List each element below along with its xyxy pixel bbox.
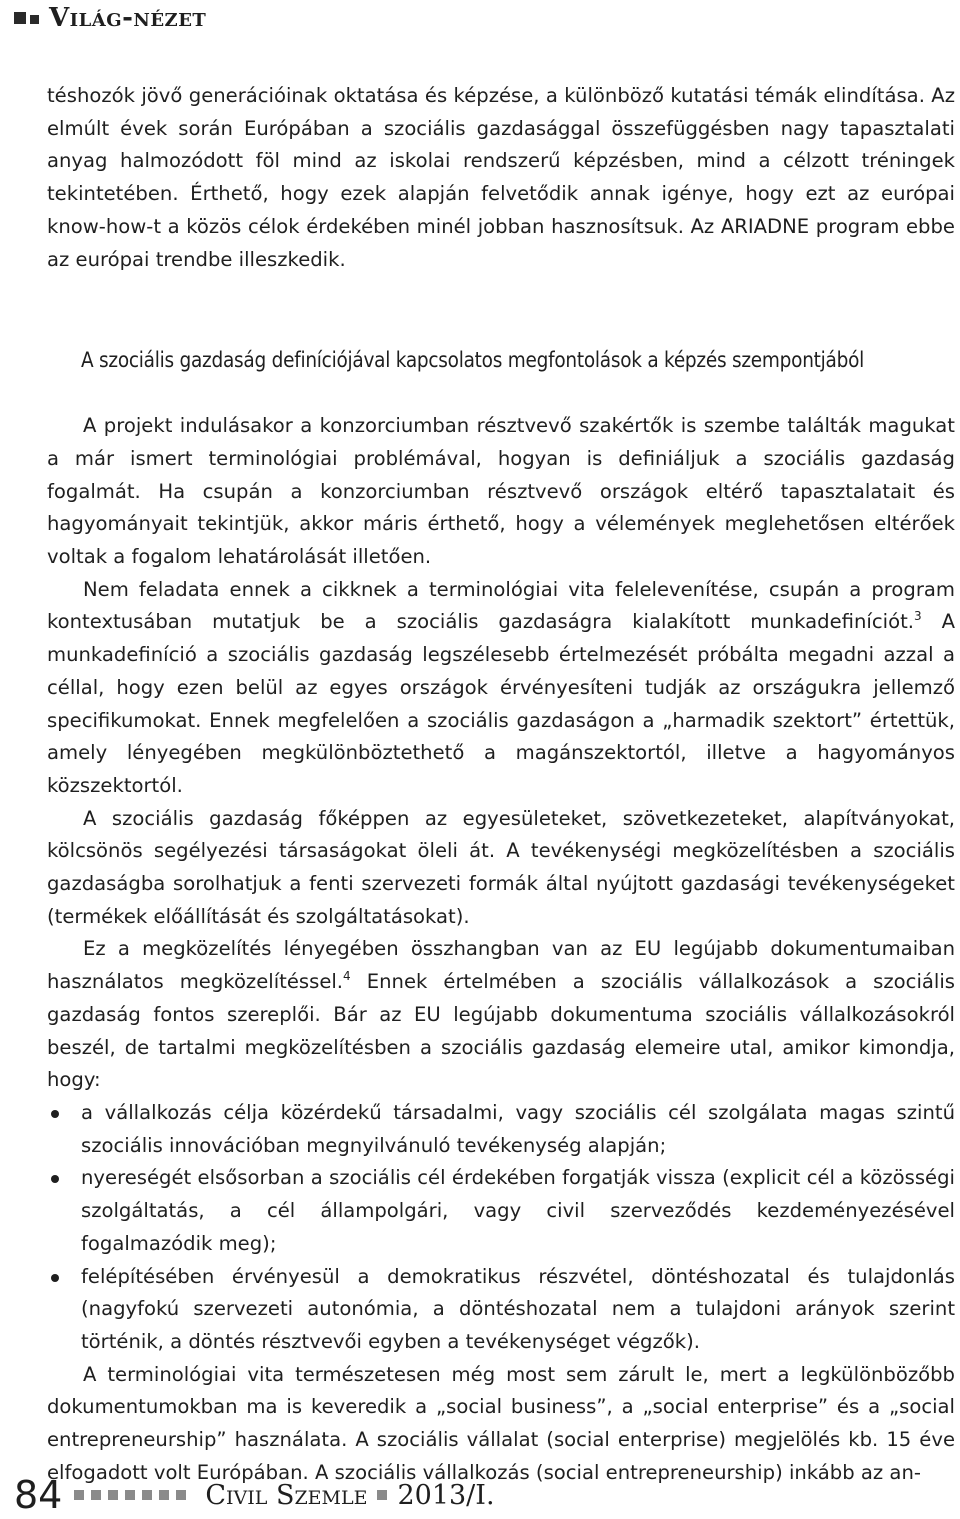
page-footer xyxy=(14,1471,495,1519)
footer-separator-icon xyxy=(377,1490,387,1500)
journal-name: Civil Szemle xyxy=(205,1479,368,1511)
paragraph-4-text-b: Ennek értelmében a szociális vállalkozások a szociális gazdaság fontos szereplői. Bár az EU legújabb dokumentuma szociális vállalkozásokról beszél, de tartalmi megközelítésben a szociális gazdaság elemeire utal, amikor kimondja, hogy: xyxy=(47,970,955,1092)
footnote-ref-3: 3 xyxy=(913,609,922,624)
footer-square-icon xyxy=(159,1490,169,1500)
footer-square-icon xyxy=(176,1490,186,1500)
list-item: a vállalkozás célja közérdekű társadalmi, vagy szociális cél szolgálata magas szintű szociális innovációban megnyilvánuló tevékenység alapján; xyxy=(47,1097,955,1162)
footer-square-icon xyxy=(74,1490,84,1500)
header-square-icon xyxy=(14,12,26,24)
paragraph-3: A szociális gazdaság főképpen az egyesületeket, szövetkezeteket, alapítványokat, kölcsönös segélyezési társaságokat öleli át. A tevékenységi megközelítésben a szociális gazdaságba sorolhatjuk a fenti szervezeti formák által nyújtott gazdasági tevékenységeket (termékek előállítását és szolgáltatásokat). xyxy=(47,806,955,928)
paragraph-4-text-a: Ez a megközelítés lényegében összhangban van az EU legújabb dokumentumaiban használatos megközelítéssel. xyxy=(47,937,955,994)
footnote-ref-4: 4 xyxy=(343,969,351,984)
footer-square-icon xyxy=(142,1490,152,1500)
page-number: 84 xyxy=(14,1473,63,1517)
footer-dots xyxy=(74,1490,193,1500)
footer-square-icon xyxy=(108,1490,118,1500)
list-item: felépítésében érvényesül a demokratikus részvétel, döntéshozatal és tulajdonlás (nagyfokú szervezeti autonómia, a döntéshozatal nem a tulajdoni arányok szerint történik, a döntés résztvevői egyben a tevékenységet végzők). xyxy=(47,1261,955,1359)
paragraph-2 xyxy=(47,574,955,803)
bullet-list xyxy=(47,1097,955,1359)
paragraph-2-text-a: Nem feladata ennek a cikknek a terminológiai vita felelevenítése, csupán a program kontextusában mutatjuk be a szociális gazdaságra kialakított munkadefiníciót. xyxy=(47,577,955,634)
subheading: A szociális gazdaság definíciójával kapcsolatos megfontolások a képzés szempontjából xyxy=(81,348,865,374)
paragraph-4 xyxy=(47,933,955,1097)
section-title: Világ-nézet xyxy=(49,3,207,33)
paragraph-1: A projekt indulásakor a konzorciumban résztvevő szakértők is szembe találták magukat a már ismert terminológiai problémával, hogyan is definiáljuk a szociális gazdaság fogalmát. Ha csupán a konzorciumban résztvevő országok eltérő tapasztalatait és hagyományait tekintjük, akkor máris érthető, hogy a vélemények meglehetősen eltérőek voltak a fogalom lehatárolását illetően. xyxy=(47,414,955,569)
article-body xyxy=(47,80,955,1489)
page-header xyxy=(14,2,206,34)
paragraph-2-text-b: A munkadefiníció a szociális gazdaság legszélesebb értelmezését próbálta megadni azzal a céllal, hogy ezen belül az egyes országok érvényesíteni tudják az országukra jellemző specifikumokat. Ennek megfelelően a szociális gazdaságon a „harmadik szektort” értettük, amely lényegében megkülönböztethető a magánszektortól, illetve a hagyományos közszektortól. xyxy=(47,610,955,797)
footer-square-icon xyxy=(91,1490,101,1500)
intro-paragraph: téshozók jövő generációinak oktatása és képzése, a különböző kutatási témák elindítása. Az elmúlt évek során Európában a szociális gazdasággal összefüggésben nagy tapasztalati anyag halmozódott föl mind az iskolai rendszerű képzésben, mind a célzott tréningek tekintetében. Érthető, hogy ezek alapján felvetődik annak igénye, hogy ezt az európai know-how-t a közös célok érdekében minél jobban hasznosítsuk. Az ARIADNE program ebbe az európai trendbe illeszkedik. xyxy=(47,84,955,271)
footer-square-icon xyxy=(125,1490,135,1500)
list-item: nyereségét elsősorban a szociális cél érdekében forgatják vissza (explicit cél a közösségi szolgáltatás, a cél állampolgári, vagy civil szerveződés kezdeményezésével fogalmazódik meg); xyxy=(47,1162,955,1260)
journal-issue: 2013/I. xyxy=(397,1479,495,1511)
paragraph-5: A terminológiai vita természetesen még most sem zárult le, mert a legkülönbözőbb dokumentumokban ma is keveredik a „social business”, a „social enterprise” és a „social entrepreneurship” használata. A szociális vállalat (social enterprise) megjelölés kb. 15 éve elfogadott volt Európában. A szociális vállalkozás (social entrepreneurship) inkább az an- xyxy=(47,1362,955,1484)
header-square-small-icon xyxy=(30,15,39,24)
